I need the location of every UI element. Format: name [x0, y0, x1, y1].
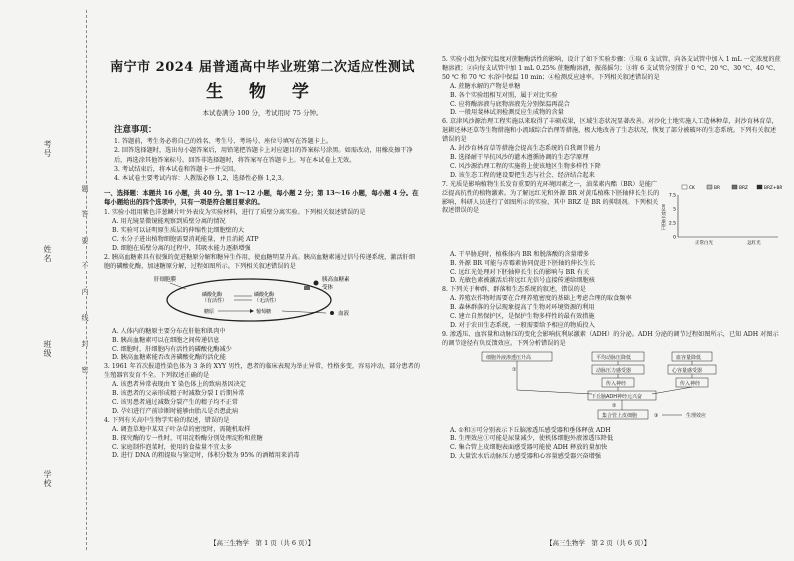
option: B. 森林群落的分层现象提高了生物对环境资源的利用: [450, 304, 595, 312]
option: C. 建立自然保护区，是保护生物多样性的最有效措施: [450, 313, 595, 321]
notice-item: 3. 考试结束后，将本试卷和答题卡一并交回。: [114, 165, 240, 173]
label-glycogen: 糖原: [204, 308, 215, 315]
node-baroreceptor: 动脉压力感受器: [596, 367, 632, 374]
question-9: [442, 331, 782, 462]
x-tick-label: 远红光: [747, 240, 761, 246]
option: B. 该患者的父亲形成精子时减数分裂 I 后期异常: [112, 390, 245, 398]
page-1-column: [100, 0, 425, 561]
option: D. 进行 DNA 的粗提取与鉴定时，体积分数为 95% 的酒精用来消毒: [112, 452, 300, 460]
question-stem: 9. 渗透压、血容量和动脉压的变化会影响抗利尿激素（ADH）的分泌。ADH 分泌的调节过程如图所示，已知 ADH 对图示的调节途径有负反馈效应。下列分析错误的是: [442, 330, 779, 347]
exam-title: 南宁市 2024 届普通高中毕业班第二次适应性测试: [110, 60, 415, 75]
notice-list: [114, 137, 419, 183]
legend-swatch: [757, 185, 762, 189]
bar-chart: [660, 181, 782, 251]
seal-word: 内: [81, 288, 89, 295]
seal-word: 要: [81, 237, 89, 244]
label-glucose: 葡萄糖: [256, 308, 272, 315]
marker-3: ③: [654, 412, 659, 419]
option: C. 风沙源治理工程的实施将上使该地区生物多样性下降: [450, 162, 601, 170]
seal-word: 线: [81, 314, 89, 321]
legend-label: CK: [689, 185, 695, 191]
label-blood: 血液: [338, 310, 350, 317]
option: A. 人体内的糖原主要分布在肝脏和肌肉中: [112, 327, 226, 335]
option: D. 胰高血糖素能否改善磷酸化酶的活化能: [112, 354, 226, 362]
question-stem: 7. 光质是影响植物生长发育重要的光环境因素之一，油菜素内酯（BR）是能广泛提高抗性的植物激素。为了解远红光和外源 BR 对黄瓜植株下胚轴伸长生长的影响，科研人员进行了如图所示的实验，其中 BRZ 是 BR 的抑制剂。下列相关叙述错误的是: [442, 180, 660, 215]
margin-label-exam-number: 考号: [43, 140, 52, 158]
option: C. 集合管上皮细胞表面感受器可能使 ADH 释放的量加快: [450, 444, 608, 452]
y-axis-label: 下胚轴长度/cm: [661, 203, 666, 231]
exam-info: 本试卷满分 100 分，考试用时 75 分钟。: [202, 109, 323, 117]
seal-word: 题: [81, 185, 89, 192]
option: B. 各个实验组相互对照，属于对比实验: [450, 91, 558, 99]
option: D. 光敏色素被激活后将远红光信号直接传递给细胞核: [450, 277, 595, 285]
option: A. ①和③可分别表示下丘脑渗透压感受器和垂体释放 ADH: [450, 426, 611, 434]
legend-swatch: [732, 185, 737, 189]
seal-line: [86, 10, 87, 550]
y-tick-label: 0: [673, 235, 676, 241]
option: D. 该生态工程的建设要把生态与社会、经济结合起来: [450, 171, 595, 179]
label-enzyme-inactive: 磷酸化酶: [254, 291, 275, 298]
seal-word: 不: [81, 262, 89, 269]
label-glucagon: 胰高血糖素: [322, 276, 350, 283]
subject-title: 生 物 学: [206, 82, 319, 102]
node-blood-volume: 血容量降低: [676, 354, 702, 361]
margin-label-name: 姓名: [43, 245, 52, 263]
node-hypothalamus: 下丘脑ADH神经元兴奋: [591, 393, 643, 400]
legend-label: BR: [714, 185, 720, 191]
option: C. 水分子进出植物细胞需要消耗能量，并且消耗 ATP: [112, 236, 259, 244]
option: C. 家庭制作泡菜时，使用的食盐量不宜太多: [112, 443, 232, 451]
question-6: [442, 118, 782, 180]
question-5: [442, 56, 782, 118]
glucagon-diagram: [104, 273, 421, 327]
option: B. 生理效应①可能是尿量减少，使机体细胞外液渗透压降低: [450, 435, 614, 443]
option: A. 调查草地中某双子叶杂草的密度时，需随机取样: [112, 425, 251, 433]
section-heading: 一、选择题：本题共 16 小题，共 40 分。第 1～12 小题，每小题 2 分；第 13～16 小题，每小题 4 分。在每小题给出的四个选项中，只有一项是符合题目要求的。: [104, 189, 419, 207]
legend-swatch: [682, 185, 687, 189]
margin-label-school: 学校: [43, 470, 52, 488]
question-stem: 8. 下列关于种群、群落和生态系统的叙述，错误的是: [442, 286, 586, 294]
binding-margin: [0, 0, 100, 561]
option: A. 用光镜显微镜能观察到质壁分离的情况: [112, 218, 226, 226]
node-osmotic-pressure: 细胞外液渗透压升高: [486, 354, 532, 361]
label-enzyme-inactive-note: （无活性）: [254, 297, 280, 304]
question-2: [104, 254, 421, 363]
node-afferent-1: 传入神经: [606, 380, 627, 387]
option: D. 大量饮水后动脉压力感受器和心容量感受器兴奋增强: [450, 453, 601, 461]
option: D. 细胞在质壁分离的过程中，其吸水能力逐渐增强: [112, 245, 251, 253]
option: A. 干旱胁迫时，植株体内 BR 和脱落酸的含量增多: [450, 250, 590, 258]
node-afferent-2: 传入神经: [680, 380, 701, 387]
option: C. 细胞时，肝细胞内有活性的磷酸化酶减少: [112, 345, 232, 353]
y-tick-label: 7.5: [668, 193, 676, 199]
option: A. 蔗糖水解的产物是单糖: [450, 82, 521, 90]
adh-flow-diagram: [442, 350, 782, 426]
seal-word: 答: [81, 210, 89, 217]
marker-1: ①: [512, 366, 517, 373]
question-3: [104, 363, 421, 416]
marker-2: ②: [612, 402, 617, 409]
y-tick-label: 5: [673, 207, 676, 213]
notice-item: 4. 本试卷主要考试内容：人教版必修 1,2，选择性必修 1,2,3。: [114, 175, 288, 183]
page-2-column: [438, 0, 786, 561]
notice-heading: 注意事项：: [114, 125, 157, 135]
label-enzyme-active-note: （有活性）: [202, 297, 228, 304]
option: C. 远红光处理对下胚轴伸长生长的影响与 BR 有关: [450, 268, 590, 276]
question-stem: 3. 1961 年首次报道性染色体为 3 条的 XYY 男性，患者的临床表现为举止异常，性格多变，容易冲动，部分患者的生殖器官发育不全。下列叙述正确的是: [104, 363, 421, 380]
legend-label: BRZ+BR: [764, 185, 782, 191]
legend-label: BRZ: [739, 185, 748, 191]
node-collecting-duct: 集合管上皮细胞: [602, 412, 638, 419]
option: A. 养殖农作物时需要在合理养殖密度的基础上考虑合理的取食频率: [450, 295, 632, 303]
y-tick-label: 2.5: [668, 221, 676, 227]
page-footer-right: 【高三生物学 第 2 页（共 6 页）】: [546, 539, 651, 547]
option: C. 应将酶溶液与底物溶液先分别保温再混合: [450, 100, 570, 108]
notice-item: 2. 回答选择题时，选出每小题答案后，用铅笔把答题卡上对应题目的答案标号涂黑。如需改动，用橡皮擦干净后，再选涂其他答案标号。回答非选择题时，将答案写在答题卡上。写在本试卷上无效。: [114, 147, 413, 164]
option: D. 孕妇进行产前诊断时能够由胎儿是否患此病: [112, 407, 239, 415]
option: D. 对于农田生态系统，一般需要给予相应的物质投入: [450, 321, 595, 329]
option: B. 选择耐干旱抗风沙的灌木遵循协调的生态学原理: [450, 153, 589, 161]
x-tick-label: 正常白光: [695, 240, 713, 246]
question-8: [442, 286, 782, 331]
label-receptor: 受体: [322, 284, 334, 291]
question-stem: 4. 下列有关高中生物学实验的叙述，错误的是: [104, 416, 230, 424]
label-enzyme-active: 磷酸化酶: [202, 291, 223, 298]
question-stem: 2. 胰高血糖素具有很强的促进糖原分解和糖异生作用，使血糖明显升高。胰高血糖素通过信号传递系统，激活肝细胞的磷酸化酶，加速糖原分解，过程如图所示。下列相关叙述错误的是: [104, 254, 416, 270]
option: D. 一般用斐林试剂检测反应生成物的含量: [450, 109, 564, 117]
option: B. 胰高血糖素可以在细胞之间传递信息: [112, 336, 220, 344]
question-4: [104, 417, 421, 462]
seal-word: 密: [81, 366, 89, 373]
legend-swatch: [707, 185, 712, 189]
option: B. 探究酶的专一性时，可用淀粉酶分别处理淀粉和蔗糖: [112, 434, 263, 442]
label-cell-membrane: 肝细胞膜: [154, 276, 177, 283]
question-7: [442, 181, 782, 287]
node-volume-receptor: 心容量感受器: [672, 367, 703, 374]
node-physiological-effect: 生理效应: [686, 412, 707, 419]
option: A. 封沙育林育草等措施会提高生态系统的自我调节能力: [450, 145, 601, 153]
page-footer-left: 【高三生物学 第 1 页（共 6 页）】: [210, 539, 315, 547]
option: C. 该男患者通过减数分裂产生的精子均不正常: [112, 398, 239, 406]
option: B. 外源 BR 可能与赤霉素协同促进下胚轴的伸长生长: [450, 259, 596, 267]
option: B. 实验可以证明原生质层的伸缩性比细胞壁的大: [112, 227, 245, 235]
margin-label-class: 班级: [43, 340, 52, 358]
seal-word: 封: [81, 340, 89, 347]
node-arterial-pressure: 平均动脉压降低: [596, 354, 632, 361]
question-stem: 5. 实验小组为探究温度对蔗糖酶活性的影响，设计了如下实验步骤：①取 6 支试管，向各支试管中加入 1 mL 一定浓度的蔗糖溶液；②向每支试管中加 1 mL 0.25% 蔗糖酶溶液，振荡摇匀；③将 6 支试管分别置于 0 ℃、20 ℃、30 ℃、40 ℃、50 ℃ 和 70 ℃ 水浴中保温 10 min；④检测反应速率。下列相关叙述错误的是: [442, 56, 781, 81]
question-1: [104, 209, 421, 254]
notice-item: 1. 答题前，考生务必将自己的姓名、考生号、考场号、座位号填写在答题卡上。: [114, 138, 333, 145]
question-stem: 6. 京津风沙源治理工程实施以来取得了丰硕成果，区域生态状况显著改善。对沙化土地实施人工造林种草，封沙育林育草，退耕还林还草等生物措施和小流域综合治理等措施，极大地改善了生态状况，恢复了部分被破坏的生态系统。下列有关叙述错误的是: [442, 118, 778, 144]
option: A. 该患者异常表现由 Y 染色体上的致病基因决定: [112, 381, 246, 389]
question-stem: 1. 实验小组用紫色洋葱鳞片叶外表皮为实验材料，进行了质壁分离实验。下列相关叙述错误的是: [104, 209, 366, 217]
